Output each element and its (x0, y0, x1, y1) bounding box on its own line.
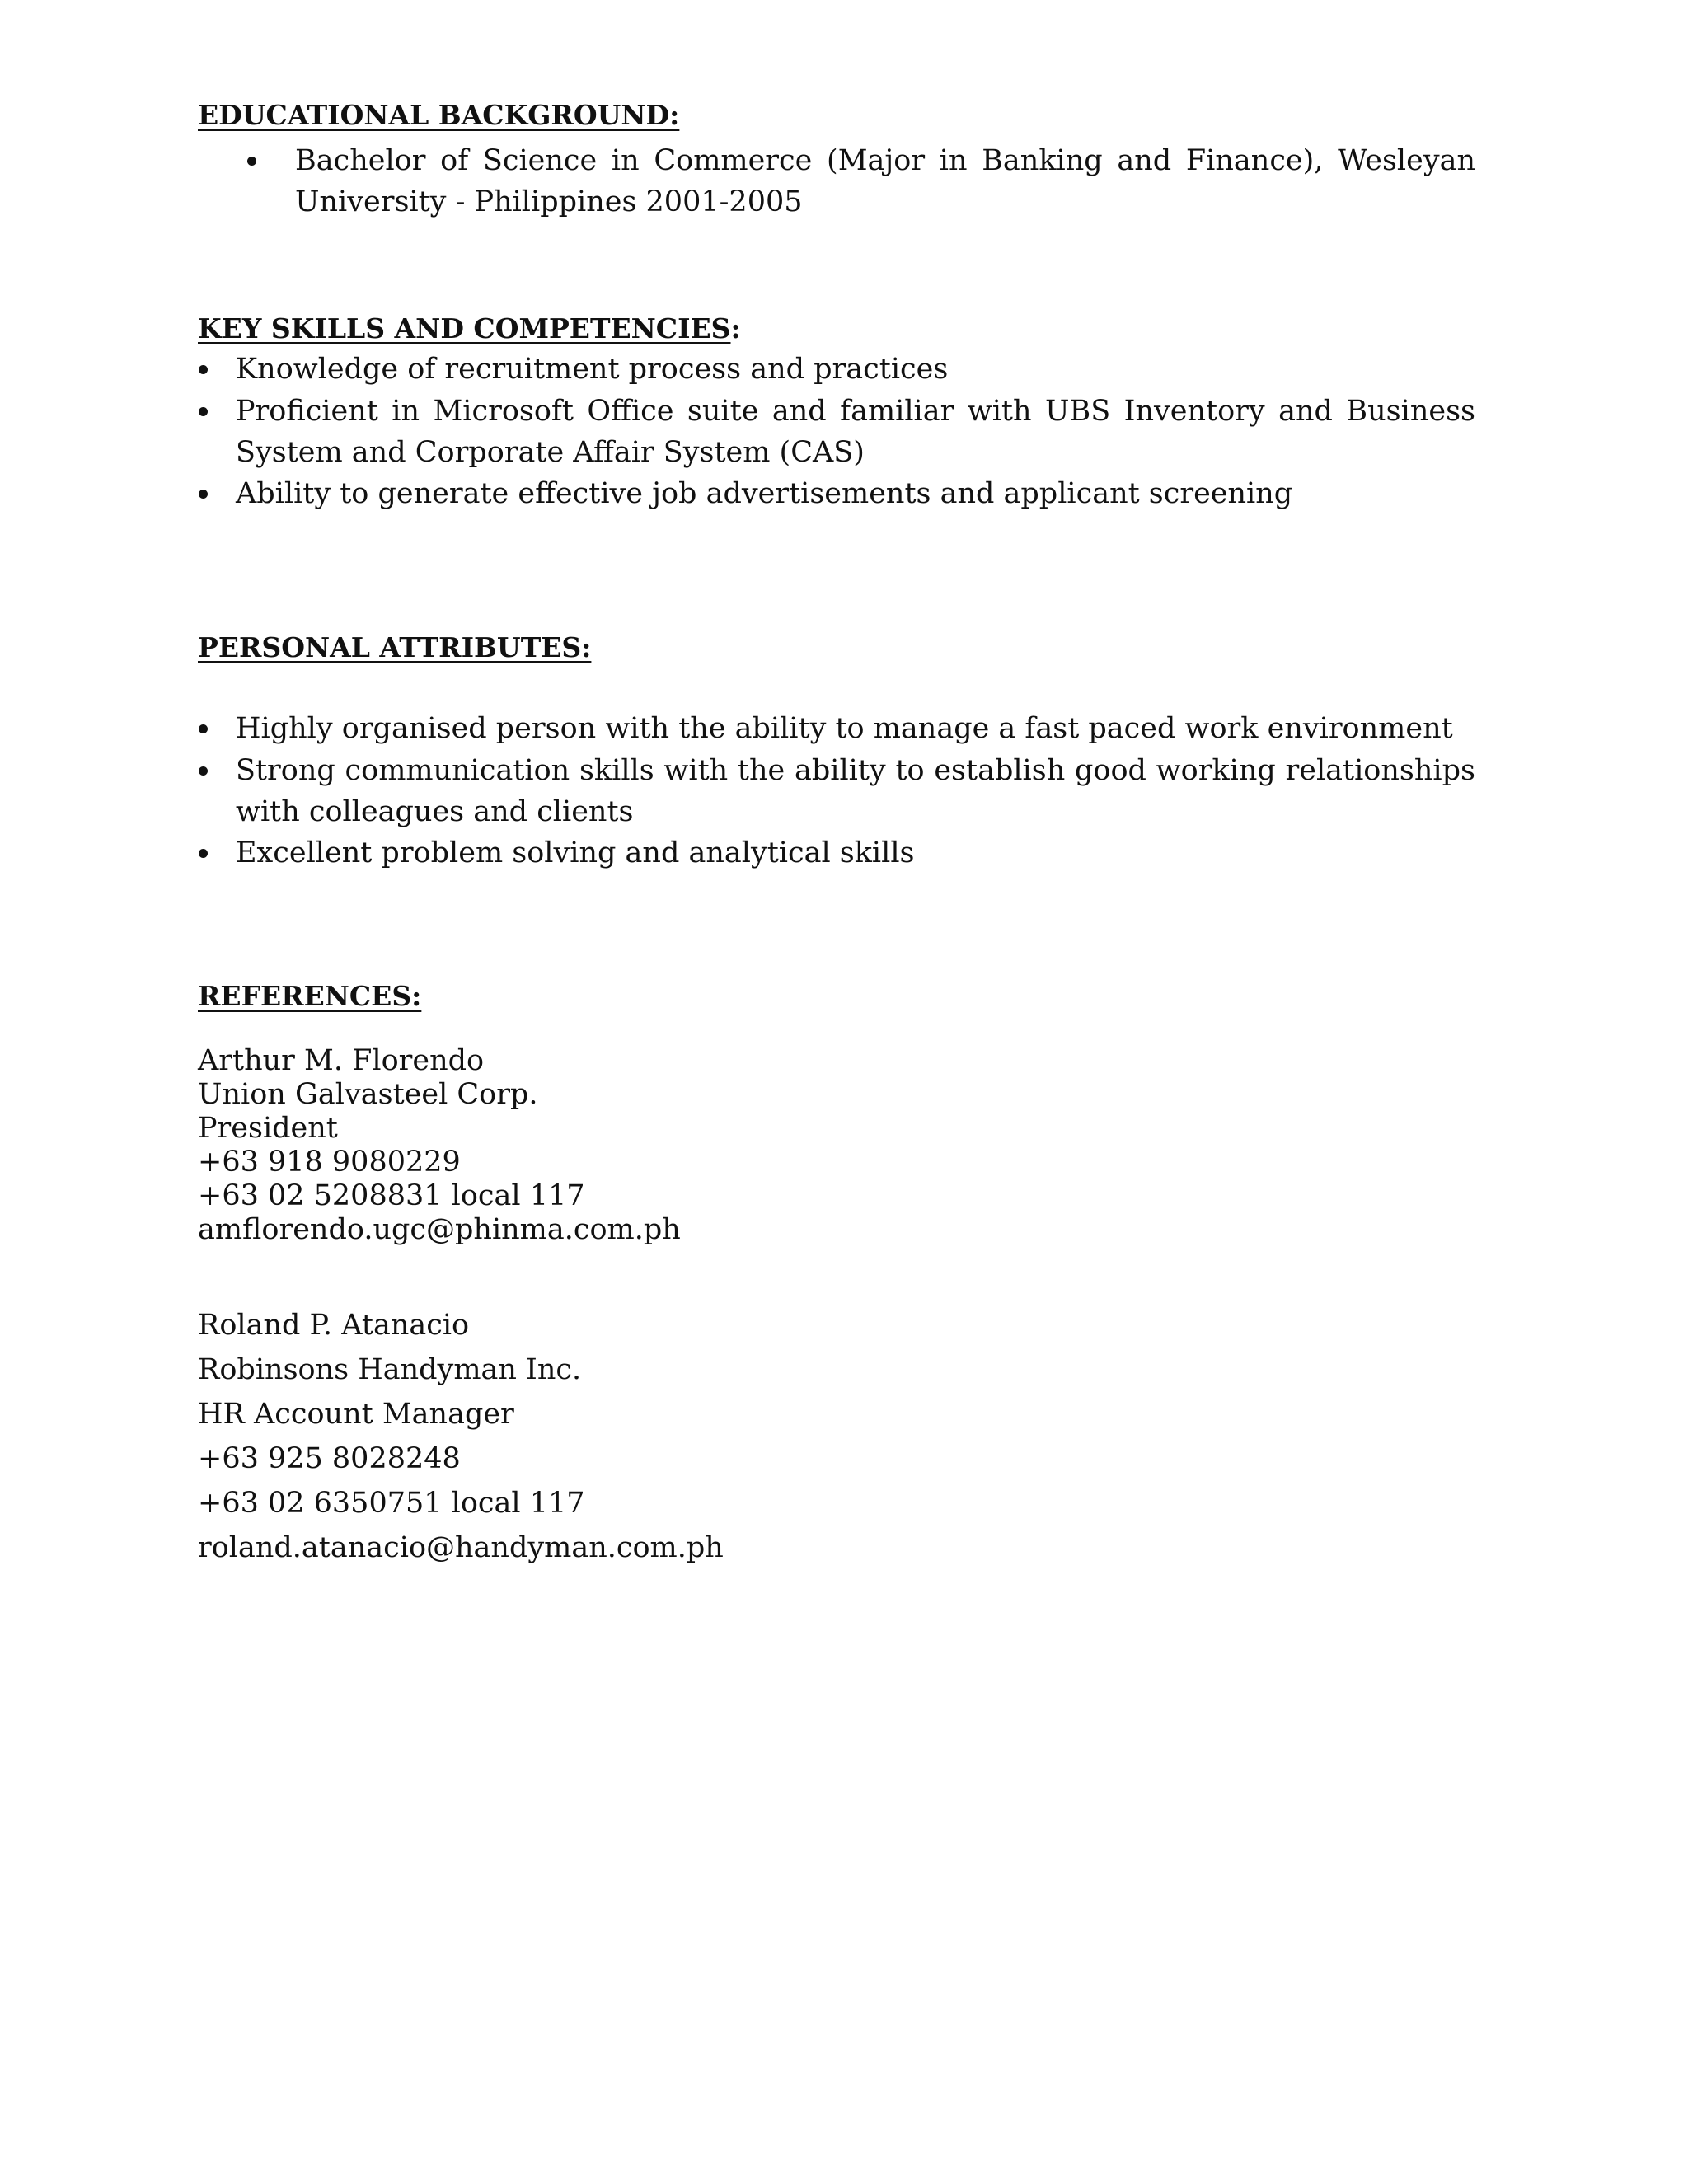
skills-item-text: Proficient in Microsoft Office suite and familiar with UBS Inventory and Business System and Corporate Affair System (CAS) (236, 395, 1475, 469)
skills-item (236, 473, 1475, 514)
education-heading (198, 99, 679, 132)
skills-item-text: Ability to generate effective job advertisements and applicant screening (236, 477, 1293, 510)
attributes-item-text: Highly organised person with the ability to manage a fast paced work environment (236, 712, 1453, 745)
references-heading (198, 980, 421, 1013)
reference-title: HR Account Manager (198, 1398, 514, 1431)
attributes-item-text: Excellent problem solving and analytical skills (236, 837, 915, 869)
bullet-icon (199, 766, 208, 776)
bullet-icon (199, 724, 208, 733)
reference-email: amflorendo.ugc@phinma.com.ph (198, 1213, 681, 1246)
references-heading-text: REFERENCES: (198, 980, 422, 1012)
bullet-icon (199, 849, 208, 858)
reference-phone-mobile: +63 918 9080229 (198, 1146, 461, 1179)
skills-heading (198, 312, 741, 345)
reference-company: Robinsons Handyman Inc. (198, 1353, 582, 1386)
skills-heading-text: KEY SKILLS AND COMPETENCIES (198, 312, 731, 344)
reference-email: roland.atanacio@handyman.com.ph (198, 1531, 724, 1564)
attributes-heading-text: PERSONAL ATTRIBUTES: (198, 631, 592, 663)
education-heading-text: EDUCATIONAL BACKGROUND: (198, 99, 680, 131)
skills-item (236, 349, 1475, 390)
bullet-icon (247, 157, 256, 166)
bullet-icon (199, 490, 208, 499)
attributes-item (236, 832, 1475, 874)
attributes-item (236, 708, 1475, 749)
education-item-text: Bachelor of Science in Commerce (Major in Banking and Finance), Wesleyan University - Philippines 2001-2005 (295, 144, 1475, 218)
reference-name: Arthur M. Florendo (198, 1044, 485, 1077)
attributes-item-text: Strong communication skills with the ability to establish good working relationships with colleagues and clients (236, 754, 1475, 828)
bullet-icon (199, 407, 208, 416)
reference-title: President (198, 1112, 338, 1145)
reference-phone-mobile: +63 925 8028248 (198, 1442, 461, 1475)
skills-item (236, 391, 1475, 473)
reference-company: Union Galvasteel Corp. (198, 1078, 538, 1111)
skills-item-text: Knowledge of recruitment process and practices (236, 353, 949, 386)
education-item (295, 140, 1475, 223)
attributes-heading (198, 631, 591, 664)
bullet-icon (199, 365, 208, 374)
reference-phone-office: +63 02 5208831 local 117 (198, 1179, 585, 1212)
skills-heading-colon: : (730, 312, 741, 344)
reference-phone-office: +63 02 6350751 local 117 (198, 1487, 585, 1520)
attributes-item (236, 750, 1475, 832)
reference-name: Roland P. Atanacio (198, 1309, 470, 1342)
